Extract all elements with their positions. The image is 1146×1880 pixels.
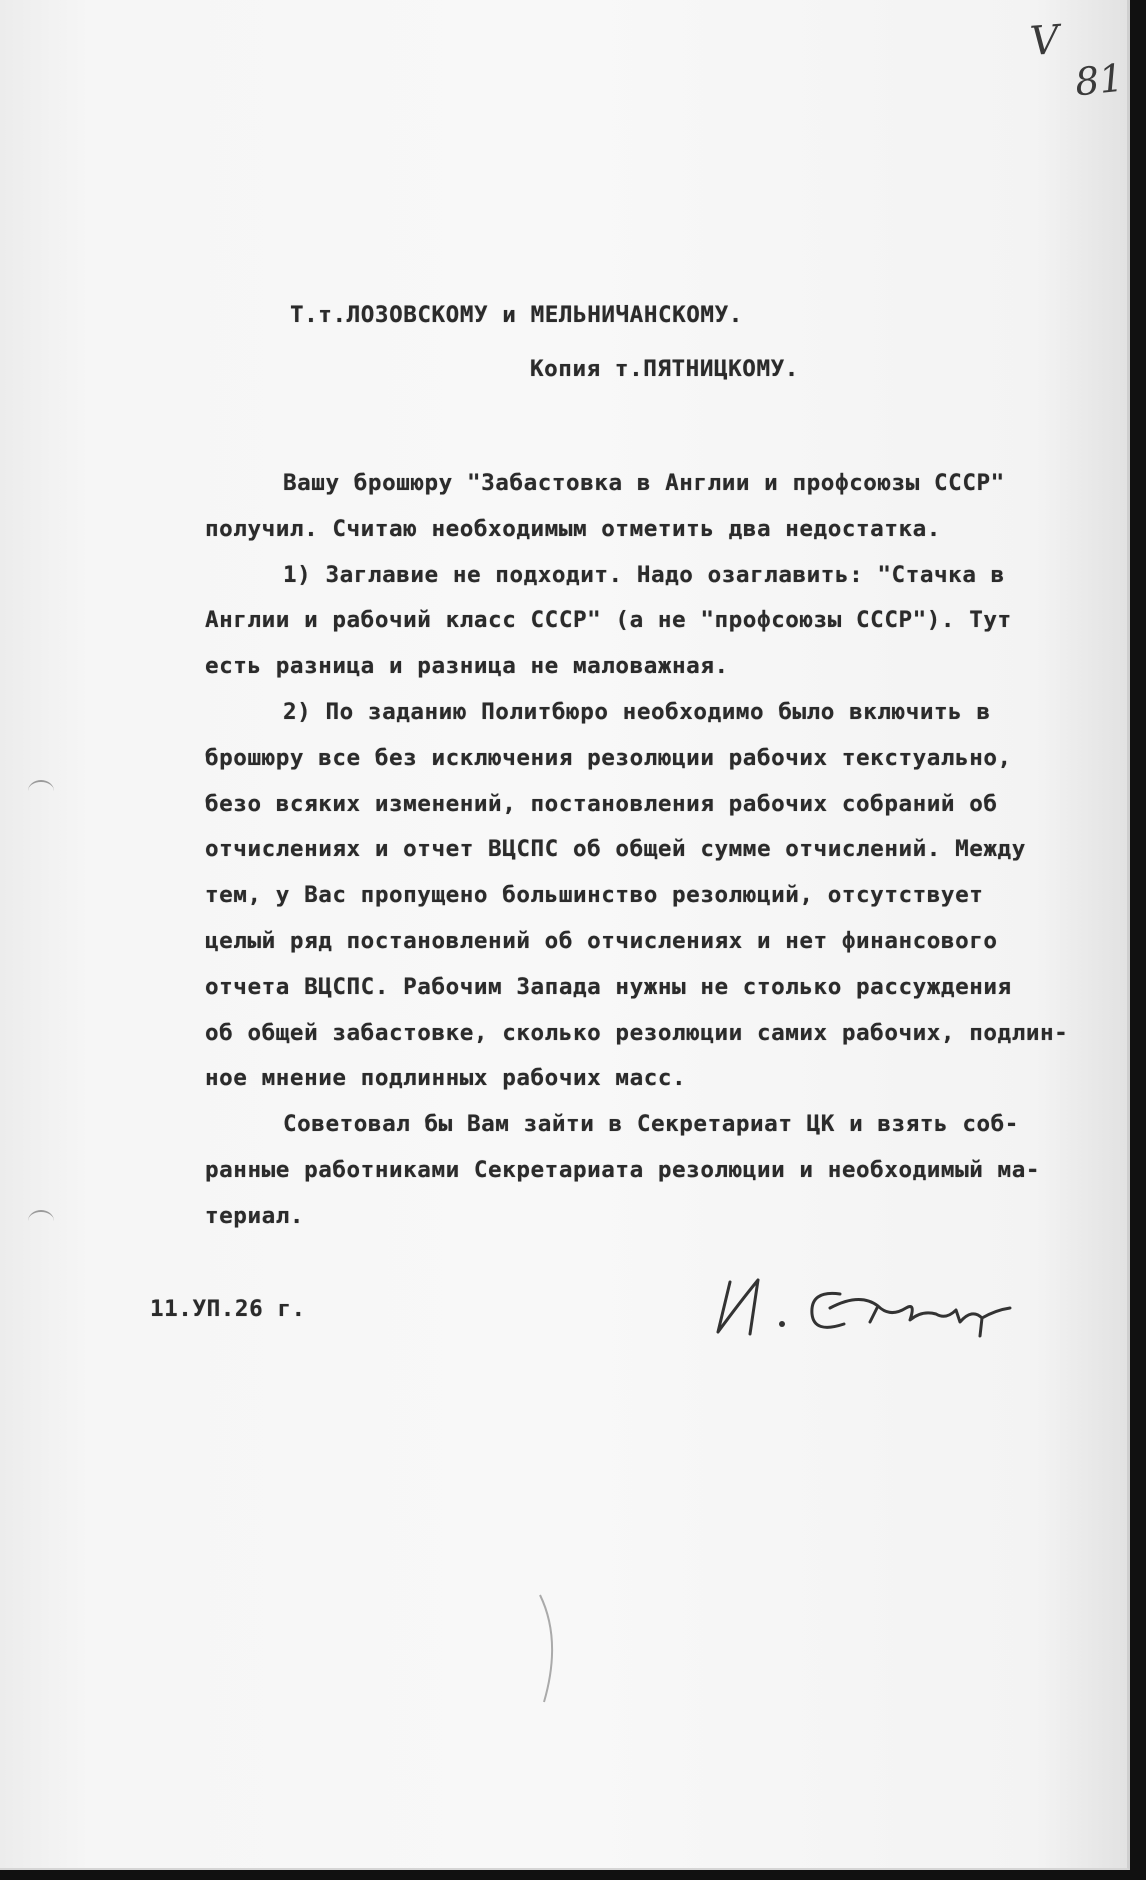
document-date: 11.УП.26 г.: [150, 1296, 306, 1322]
body-line: безо всяких изменений, постановления рабочих собраний об: [205, 790, 998, 817]
check-mark: V: [1028, 17, 1061, 65]
punch-hole-top: [28, 780, 54, 802]
body-line: Англии и рабочий класс СССР" (а не "профсоюзы СССР"). Тут: [205, 607, 1012, 634]
body-line: отчета ВЦСПС. Рабочим Запада нужны не столько рассуждения: [205, 973, 1012, 1000]
body-line: ранные работниками Секретариата резолюции и необходимый ма-: [205, 1157, 1041, 1183]
body-line: брошюру все без исключения резолюции рабочих текстуально,: [205, 744, 1012, 771]
addressee-line-2: Копия т.ПЯТНИЦКОМУ.: [530, 356, 799, 382]
body-line: териал.: [205, 1202, 305, 1229]
body-line: 1) Заглавие не подходит. Надо озаглавить: "Стачка в: [283, 561, 1005, 588]
body-line: Вашу брошюру "Забастовка в Англии и профсоюзы СССР": [283, 470, 1005, 496]
body-line: 2) По заданию Политбюро необходимо было включить в: [283, 699, 991, 725]
body-line: получил. Считаю необходимым отметить два недостатка.: [205, 515, 941, 542]
faint-pencil-mark: [530, 1590, 570, 1710]
body-line: ное мнение подлинных рабочих масс.: [205, 1065, 687, 1092]
body-line: Советовал бы Вам зайти в Секретариат ЦК и взять соб-: [283, 1111, 1019, 1138]
folio-number: 81: [1072, 55, 1126, 105]
signature-image: [710, 1262, 1030, 1352]
addressee-line-1: Т.т.ЛОЗОВСКОМУ и МЕЛЬНИЧАНСКОМУ.: [290, 302, 743, 328]
punch-hole-bottom: [28, 1210, 54, 1232]
body-line: об общей забастовке, сколько резолюции самих рабочих, подлин-: [205, 1019, 1069, 1046]
body-line: есть разница и разница не маловажная.: [205, 653, 729, 680]
body-line: тем, у Вас пропущено большинство резолюций, отсутствует: [205, 882, 984, 909]
body-line: целый ряд постановлений об отчислениях и нет финансового: [205, 928, 998, 954]
body-line: отчислениях и отчет ВЦСПС об общей сумме отчислений. Между: [205, 836, 1026, 863]
